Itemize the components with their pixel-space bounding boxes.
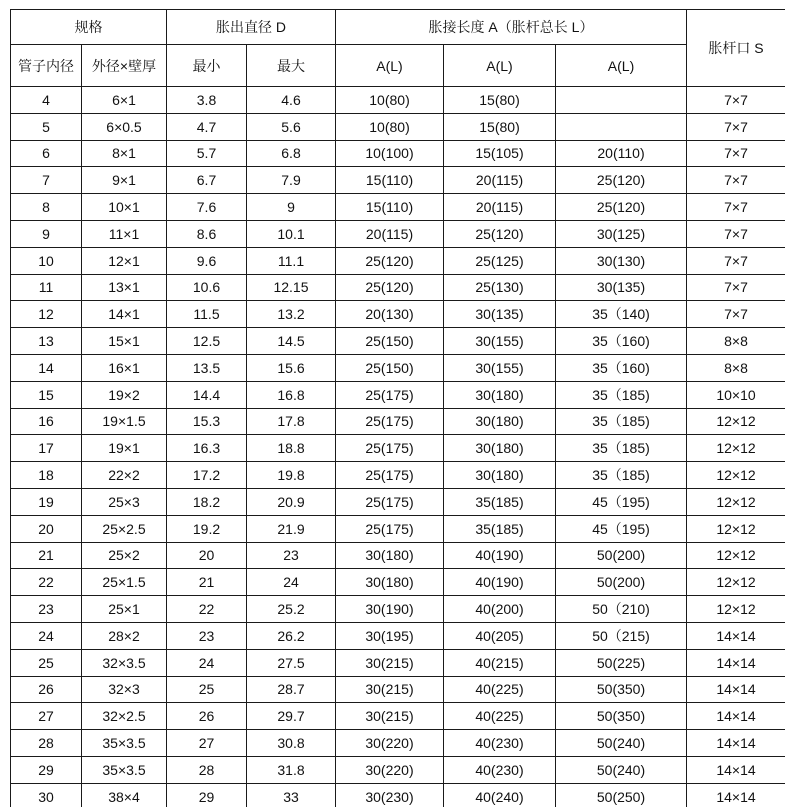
- cell-max: 25.2: [247, 596, 336, 623]
- cell-a2: 35(185): [444, 488, 556, 515]
- header-a1: A(L): [336, 45, 444, 87]
- cell-a1: 30(215): [336, 703, 444, 730]
- header-rod-port: 胀杆口 S: [687, 10, 785, 87]
- cell-min: 8.6: [167, 220, 247, 247]
- cell-max: 6.8: [247, 140, 336, 167]
- cell-a1: 20(130): [336, 301, 444, 328]
- cell-a3: 30(135): [556, 274, 687, 301]
- cell-tube-inner: 6: [11, 140, 82, 167]
- table-row: [11, 328, 786, 355]
- cell-tube-inner: 27: [11, 703, 82, 730]
- cell-od-wall: 6×0.5: [82, 113, 167, 140]
- table-row: [11, 220, 786, 247]
- table-body: [11, 87, 786, 807]
- cell-a2: 25(125): [444, 247, 556, 274]
- cell-a2: 30(180): [444, 462, 556, 489]
- cell-a1: 25(120): [336, 247, 444, 274]
- cell-rod-port: 7×7: [687, 87, 785, 114]
- cell-tube-inner: 30: [11, 783, 82, 807]
- cell-a2: 25(120): [444, 220, 556, 247]
- cell-a3: 50(200): [556, 569, 687, 596]
- cell-min: 12.5: [167, 328, 247, 355]
- header-od-wall: 外径×壁厚: [82, 45, 167, 87]
- cell-min: 13.5: [167, 354, 247, 381]
- cell-a3: 35（185): [556, 435, 687, 462]
- cell-rod-port: 14×14: [687, 756, 785, 783]
- cell-od-wall: 8×1: [82, 140, 167, 167]
- cell-od-wall: 14×1: [82, 301, 167, 328]
- cell-a1: 30(220): [336, 756, 444, 783]
- cell-od-wall: 12×1: [82, 247, 167, 274]
- cell-od-wall: 19×2: [82, 381, 167, 408]
- cell-min: 4.7: [167, 113, 247, 140]
- cell-a3: 50(200): [556, 542, 687, 569]
- cell-tube-inner: 9: [11, 220, 82, 247]
- cell-min: 15.3: [167, 408, 247, 435]
- cell-tube-inner: 14: [11, 354, 82, 381]
- cell-tube-inner: 4: [11, 87, 82, 114]
- cell-a2: 25(130): [444, 274, 556, 301]
- cell-a2: 15(80): [444, 87, 556, 114]
- cell-a2: 15(80): [444, 113, 556, 140]
- cell-rod-port: 14×14: [687, 783, 785, 807]
- cell-max: 16.8: [247, 381, 336, 408]
- cell-min: 24: [167, 649, 247, 676]
- cell-max: 23: [247, 542, 336, 569]
- expansion-spec-table: [10, 9, 785, 807]
- cell-a2: 30(155): [444, 354, 556, 381]
- cell-od-wall: 9×1: [82, 167, 167, 194]
- cell-od-wall: 11×1: [82, 220, 167, 247]
- cell-a1: 25(175): [336, 408, 444, 435]
- table-row: [11, 542, 786, 569]
- header-expand-length: 胀接长度 A（胀杆总长 L）: [336, 10, 687, 45]
- cell-a1: 10(80): [336, 87, 444, 114]
- cell-a1: 30(215): [336, 676, 444, 703]
- table-row: [11, 87, 786, 114]
- cell-max: 21.9: [247, 515, 336, 542]
- cell-rod-port: 14×14: [687, 622, 785, 649]
- cell-a3: 25(120): [556, 194, 687, 221]
- cell-min: 19.2: [167, 515, 247, 542]
- cell-max: 14.5: [247, 328, 336, 355]
- table-row: [11, 381, 786, 408]
- cell-tube-inner: 13: [11, 328, 82, 355]
- cell-a2: 30(155): [444, 328, 556, 355]
- cell-tube-inner: 21: [11, 542, 82, 569]
- table-row: [11, 140, 786, 167]
- cell-a1: 15(110): [336, 167, 444, 194]
- cell-tube-inner: 12: [11, 301, 82, 328]
- cell-a3: 50(240): [556, 730, 687, 757]
- cell-tube-inner: 17: [11, 435, 82, 462]
- cell-a3: 50（210): [556, 596, 687, 623]
- cell-min: 20: [167, 542, 247, 569]
- cell-od-wall: 38×4: [82, 783, 167, 807]
- cell-max: 28.7: [247, 676, 336, 703]
- cell-rod-port: 7×7: [687, 274, 785, 301]
- cell-rod-port: 7×7: [687, 194, 785, 221]
- cell-tube-inner: 10: [11, 247, 82, 274]
- cell-od-wall: 19×1.5: [82, 408, 167, 435]
- cell-a2: 40(225): [444, 703, 556, 730]
- cell-min: 9.6: [167, 247, 247, 274]
- cell-rod-port: 7×7: [687, 140, 785, 167]
- cell-rod-port: 12×12: [687, 435, 785, 462]
- table-row: [11, 730, 786, 757]
- cell-max: 5.6: [247, 113, 336, 140]
- cell-a2: 40(215): [444, 649, 556, 676]
- cell-a1: 30(195): [336, 622, 444, 649]
- cell-a3: 25(120): [556, 167, 687, 194]
- cell-od-wall: 15×1: [82, 328, 167, 355]
- header-tube-inner: 管子内径: [11, 45, 82, 87]
- cell-a1: 25(175): [336, 488, 444, 515]
- table-row: [11, 354, 786, 381]
- cell-od-wall: 35×3.5: [82, 756, 167, 783]
- cell-a1: 25(175): [336, 515, 444, 542]
- cell-a2: 40(190): [444, 569, 556, 596]
- cell-min: 5.7: [167, 140, 247, 167]
- header-a3: A(L): [556, 45, 687, 87]
- cell-a3: 50（215): [556, 622, 687, 649]
- cell-a2: 20(115): [444, 194, 556, 221]
- cell-min: 22: [167, 596, 247, 623]
- cell-rod-port: 12×12: [687, 569, 785, 596]
- cell-tube-inner: 11: [11, 274, 82, 301]
- cell-a1: 30(220): [336, 730, 444, 757]
- cell-tube-inner: 29: [11, 756, 82, 783]
- cell-max: 33: [247, 783, 336, 807]
- cell-a3: 50(250): [556, 783, 687, 807]
- cell-min: 26: [167, 703, 247, 730]
- cell-min: 10.6: [167, 274, 247, 301]
- table-row: [11, 274, 786, 301]
- table-row: [11, 596, 786, 623]
- cell-tube-inner: 19: [11, 488, 82, 515]
- table-row: [11, 622, 786, 649]
- cell-od-wall: 25×3: [82, 488, 167, 515]
- cell-min: 18.2: [167, 488, 247, 515]
- cell-od-wall: 25×2: [82, 542, 167, 569]
- cell-min: 17.2: [167, 462, 247, 489]
- cell-tube-inner: 7: [11, 167, 82, 194]
- cell-a1: 25(175): [336, 435, 444, 462]
- cell-od-wall: 19×1: [82, 435, 167, 462]
- cell-min: 3.8: [167, 87, 247, 114]
- cell-a1: 10(80): [336, 113, 444, 140]
- cell-a3: 35（185): [556, 462, 687, 489]
- cell-tube-inner: 20: [11, 515, 82, 542]
- cell-od-wall: 22×2: [82, 462, 167, 489]
- cell-a3: 20(110): [556, 140, 687, 167]
- cell-min: 28: [167, 756, 247, 783]
- cell-max: 18.8: [247, 435, 336, 462]
- cell-max: 15.6: [247, 354, 336, 381]
- table-row: [11, 167, 786, 194]
- cell-a3: [556, 113, 687, 140]
- cell-max: 29.7: [247, 703, 336, 730]
- cell-a2: 40(200): [444, 596, 556, 623]
- cell-a3: 45（195): [556, 488, 687, 515]
- cell-max: 27.5: [247, 649, 336, 676]
- cell-a3: 30(130): [556, 247, 687, 274]
- cell-tube-inner: 15: [11, 381, 82, 408]
- header-min: 最小: [167, 45, 247, 87]
- cell-rod-port: 12×12: [687, 408, 785, 435]
- spec-table-container: [10, 9, 785, 807]
- cell-max: 4.6: [247, 87, 336, 114]
- cell-max: 20.9: [247, 488, 336, 515]
- cell-max: 24: [247, 569, 336, 596]
- table-row: [11, 783, 786, 807]
- cell-rod-port: 8×8: [687, 354, 785, 381]
- cell-max: 12.15: [247, 274, 336, 301]
- cell-a1: 30(230): [336, 783, 444, 807]
- cell-rod-port: 14×14: [687, 730, 785, 757]
- cell-max: 13.2: [247, 301, 336, 328]
- cell-a2: 30(180): [444, 435, 556, 462]
- cell-tube-inner: 23: [11, 596, 82, 623]
- table-row: [11, 515, 786, 542]
- table-row: [11, 462, 786, 489]
- cell-min: 16.3: [167, 435, 247, 462]
- cell-od-wall: 25×1.5: [82, 569, 167, 596]
- table-row: [11, 676, 786, 703]
- cell-a3: 30(125): [556, 220, 687, 247]
- cell-a3: 35（160): [556, 328, 687, 355]
- cell-tube-inner: 26: [11, 676, 82, 703]
- cell-od-wall: 13×1: [82, 274, 167, 301]
- cell-min: 25: [167, 676, 247, 703]
- cell-a2: 30(135): [444, 301, 556, 328]
- cell-min: 21: [167, 569, 247, 596]
- cell-a1: 25(120): [336, 274, 444, 301]
- cell-rod-port: 12×12: [687, 596, 785, 623]
- cell-rod-port: 10×10: [687, 381, 785, 408]
- cell-od-wall: 28×2: [82, 622, 167, 649]
- table-row: [11, 703, 786, 730]
- cell-rod-port: 14×14: [687, 676, 785, 703]
- cell-rod-port: 7×7: [687, 301, 785, 328]
- cell-a1: 25(175): [336, 381, 444, 408]
- cell-max: 19.8: [247, 462, 336, 489]
- cell-a2: 40(225): [444, 676, 556, 703]
- header-row-1: [11, 10, 786, 45]
- cell-rod-port: 14×14: [687, 703, 785, 730]
- cell-tube-inner: 16: [11, 408, 82, 435]
- cell-a1: 30(180): [336, 569, 444, 596]
- table-row: [11, 113, 786, 140]
- cell-max: 11.1: [247, 247, 336, 274]
- cell-a2: 30(180): [444, 408, 556, 435]
- cell-a2: 15(105): [444, 140, 556, 167]
- cell-rod-port: 12×12: [687, 542, 785, 569]
- cell-min: 23: [167, 622, 247, 649]
- cell-a1: 30(180): [336, 542, 444, 569]
- cell-a1: 25(150): [336, 328, 444, 355]
- cell-a1: 30(190): [336, 596, 444, 623]
- cell-a3: 50(350): [556, 676, 687, 703]
- cell-min: 7.6: [167, 194, 247, 221]
- cell-od-wall: 6×1: [82, 87, 167, 114]
- table-row: [11, 408, 786, 435]
- cell-rod-port: 12×12: [687, 462, 785, 489]
- cell-od-wall: 32×3.5: [82, 649, 167, 676]
- cell-tube-inner: 8: [11, 194, 82, 221]
- cell-min: 6.7: [167, 167, 247, 194]
- cell-a3: 35（140): [556, 301, 687, 328]
- cell-a1: 30(215): [336, 649, 444, 676]
- header-a2: A(L): [444, 45, 556, 87]
- cell-min: 29: [167, 783, 247, 807]
- table-row: [11, 569, 786, 596]
- cell-rod-port: 8×8: [687, 328, 785, 355]
- table-row: [11, 301, 786, 328]
- table-row: [11, 649, 786, 676]
- cell-a3: 50(240): [556, 756, 687, 783]
- cell-od-wall: 32×2.5: [82, 703, 167, 730]
- cell-a3: 50(225): [556, 649, 687, 676]
- cell-a3: 35（185): [556, 408, 687, 435]
- cell-rod-port: 7×7: [687, 113, 785, 140]
- cell-max: 17.8: [247, 408, 336, 435]
- table-row: [11, 488, 786, 515]
- cell-max: 31.8: [247, 756, 336, 783]
- cell-a1: 20(115): [336, 220, 444, 247]
- table-row: [11, 435, 786, 462]
- cell-max: 26.2: [247, 622, 336, 649]
- cell-tube-inner: 5: [11, 113, 82, 140]
- cell-a2: 20(115): [444, 167, 556, 194]
- cell-min: 11.5: [167, 301, 247, 328]
- cell-a1: 10(100): [336, 140, 444, 167]
- cell-a1: 25(175): [336, 462, 444, 489]
- cell-a1: 15(110): [336, 194, 444, 221]
- cell-a2: 40(230): [444, 756, 556, 783]
- cell-rod-port: 7×7: [687, 167, 785, 194]
- cell-tube-inner: 25: [11, 649, 82, 676]
- cell-a3: 45（195): [556, 515, 687, 542]
- cell-rod-port: 7×7: [687, 247, 785, 274]
- cell-od-wall: 10×1: [82, 194, 167, 221]
- cell-od-wall: 35×3.5: [82, 730, 167, 757]
- cell-a2: 40(240): [444, 783, 556, 807]
- cell-rod-port: 7×7: [687, 220, 785, 247]
- cell-min: 14.4: [167, 381, 247, 408]
- cell-tube-inner: 28: [11, 730, 82, 757]
- cell-rod-port: 14×14: [687, 649, 785, 676]
- table-row: [11, 194, 786, 221]
- cell-a2: 35(185): [444, 515, 556, 542]
- cell-a1: 25(150): [336, 354, 444, 381]
- cell-max: 10.1: [247, 220, 336, 247]
- table-row: [11, 247, 786, 274]
- cell-od-wall: 25×1: [82, 596, 167, 623]
- header-spec: 规格: [11, 10, 167, 45]
- cell-min: 27: [167, 730, 247, 757]
- header-expand-diameter: 胀出直径 D: [167, 10, 336, 45]
- header-row-2: [11, 45, 786, 87]
- cell-a2: 40(205): [444, 622, 556, 649]
- cell-od-wall: 16×1: [82, 354, 167, 381]
- table-row: [11, 756, 786, 783]
- cell-rod-port: 12×12: [687, 515, 785, 542]
- cell-a2: 30(180): [444, 381, 556, 408]
- header-max: 最大: [247, 45, 336, 87]
- cell-tube-inner: 22: [11, 569, 82, 596]
- cell-rod-port: 12×12: [687, 488, 785, 515]
- cell-max: 9: [247, 194, 336, 221]
- cell-od-wall: 25×2.5: [82, 515, 167, 542]
- cell-a3: 35（160): [556, 354, 687, 381]
- cell-a3: 50(350): [556, 703, 687, 730]
- cell-tube-inner: 18: [11, 462, 82, 489]
- cell-a3: [556, 87, 687, 114]
- cell-a2: 40(190): [444, 542, 556, 569]
- cell-max: 30.8: [247, 730, 336, 757]
- cell-tube-inner: 24: [11, 622, 82, 649]
- cell-a2: 40(230): [444, 730, 556, 757]
- cell-a3: 35（185): [556, 381, 687, 408]
- cell-od-wall: 32×3: [82, 676, 167, 703]
- cell-max: 7.9: [247, 167, 336, 194]
